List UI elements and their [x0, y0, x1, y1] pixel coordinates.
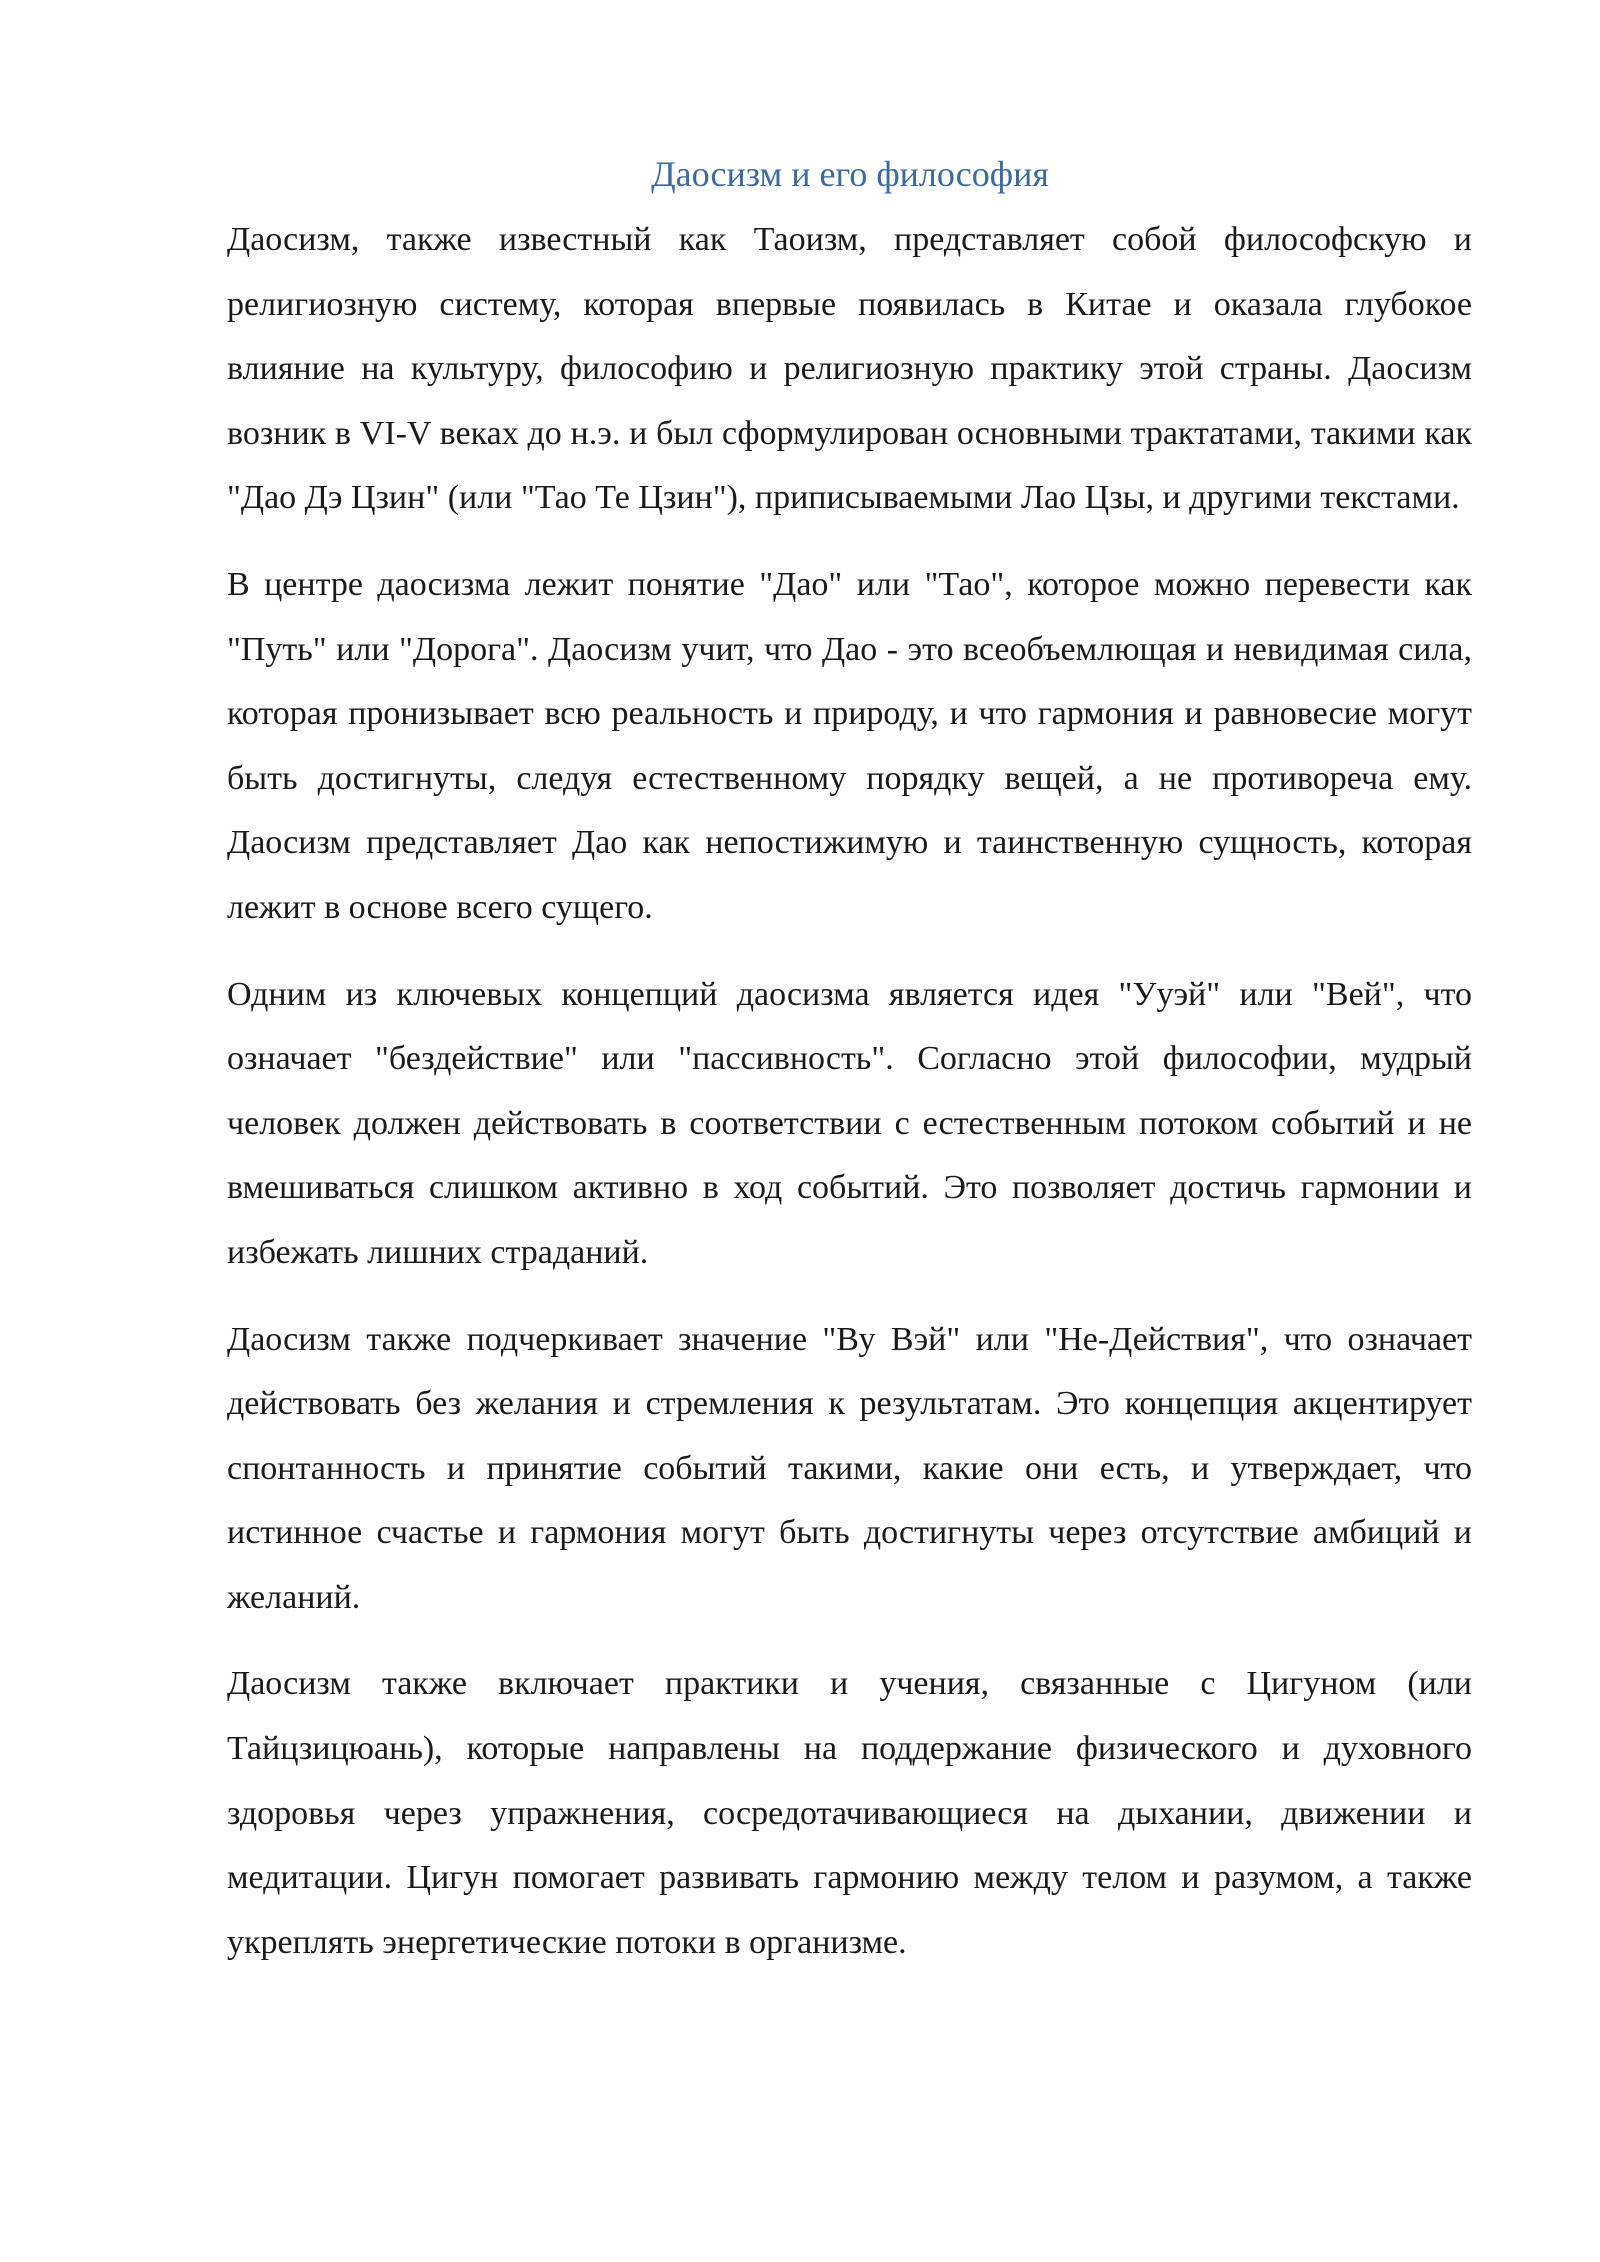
document-title: Даосизм и его философия	[651, 154, 1049, 194]
paragraph-4: Даосизм также подчеркивает значение "Ву Вэй" или "Не-Действия", что означает действовать без желания и стремления к результатам. Это концепция акцентирует спонтанность и принятие событий такими, какие они есть, и утверждает, что истинное счастье и гармония могут быть достигнуты через отсутствие амбиций и желаний.	[227, 1320, 1472, 1616]
paragraph-5: Даосизм также включает практики и учения, связанные с Цигуном (или Тайцзицюань), которые направлены на поддержание физического и духовного здоровья через упражнения, сосредотачивающиеся на дыхании, движении и медитации. Цигун помогает развивать гармонию между телом и разумом, а также укреплять энергетические потоки в организме.	[227, 1665, 1472, 1961]
paragraph-2: В центре даосизма лежит понятие "Дао" или "Тао", которое можно перевести как "Путь" или "Дорога". Даосизм учит, что Дао - это всеобъемлющая и невидимая сила, которая пронизывает всю реальность и природу, и что гармония и равновесие могут быть достигнуты, следуя естественному порядку вещей, а не противореча ему. Даосизм представляет Дао как непостижимую и таинственную сущность, которая лежит в основе всего сущего.	[227, 565, 1472, 926]
document-body	[227, 208, 1472, 1997]
paragraph-3: Одним из ключевых концепций даосизма является идея "Ууэй" или "Вей", что означает "бездействие" или "пассивность". Согласно этой философии, мудрый человек должен действовать в соответствии с естественным потоком событий и не вмешиваться слишком активно в ход событий. Это позволяет достичь гармонии и избежать лишних страданий.	[227, 975, 1472, 1271]
paragraph-1: Даосизм, также известный как Таоизм, представляет собой философскую и религиозную систему, которая впервые появилась в Китае и оказала глубокое влияние на культуру, философию и религиозную практику этой страны. Даосизм возник в VI-V веках до н.э. и был сформулирован основными трактатами, такими как "Дао Дэ Цзин" (или "Тао Те Цзин"), приписываемыми Лао Цзы, и другими текстами.	[227, 221, 1472, 517]
